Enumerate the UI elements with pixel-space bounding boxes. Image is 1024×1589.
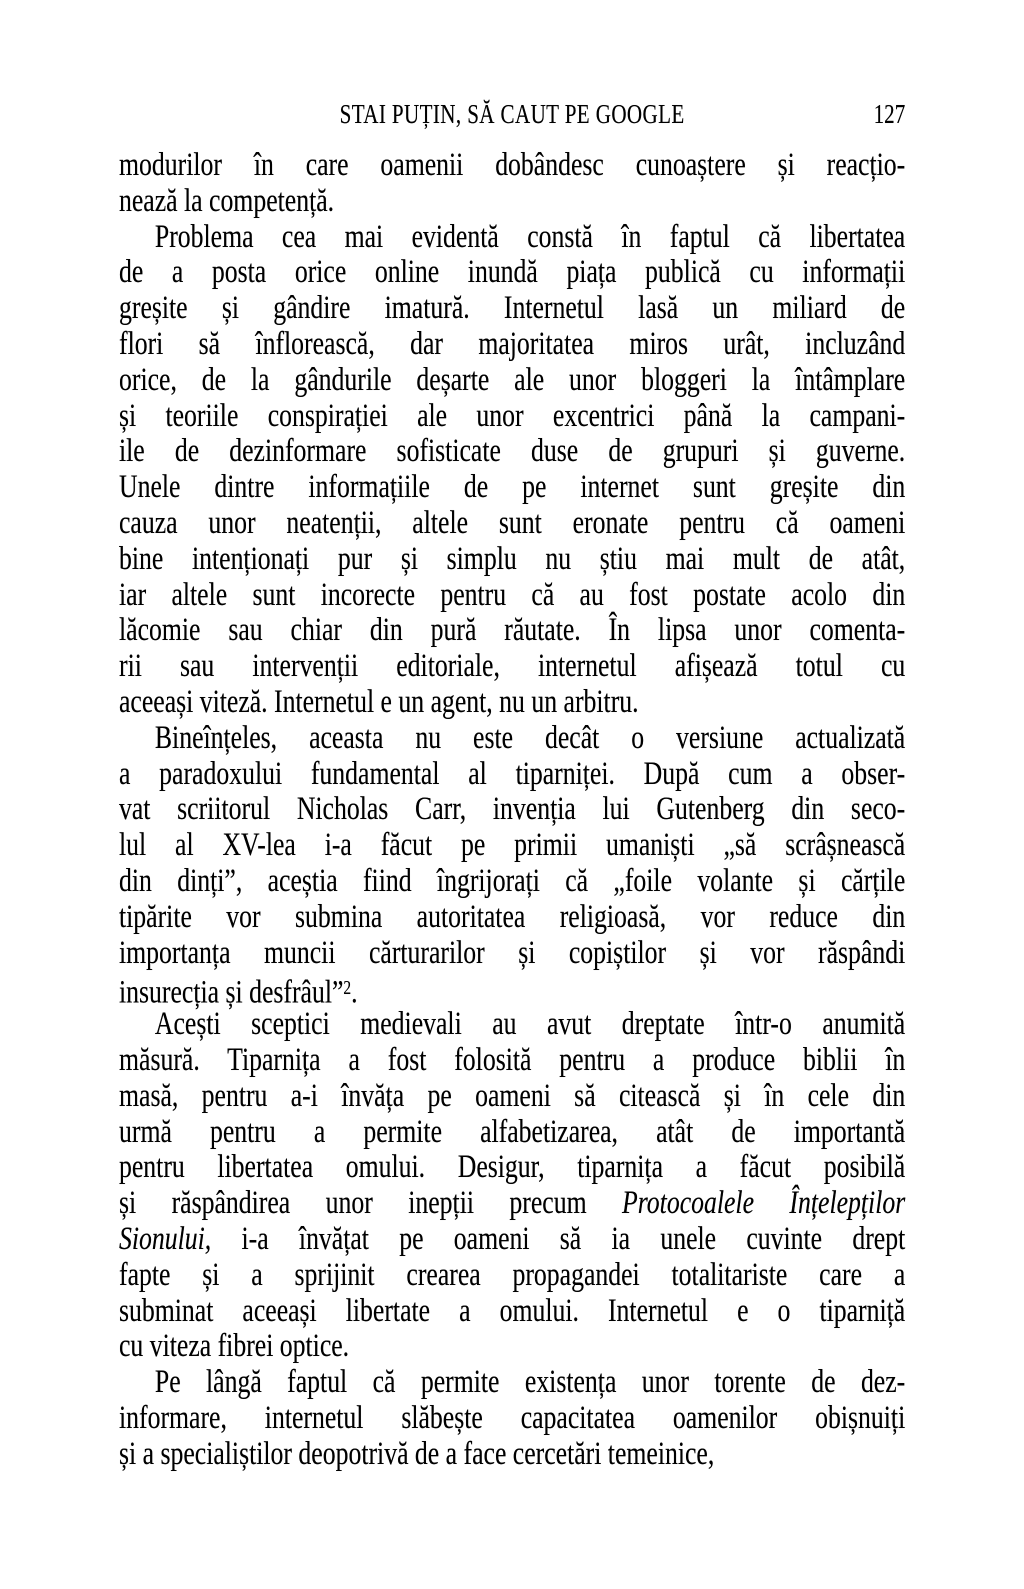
text-segment: lăcomie sau chiar din pură răutate. În lipsa unor comenta- [119,612,906,649]
text-segment: flori să înflorească, dar majoritatea miros urât, incluzând [119,325,906,362]
text-segment: aceeași viteză. Internetul e un agent, nu un arbitru. [119,683,639,720]
text-segment: iar altele sunt incorecte pentru că au fost postate acolo din [119,576,906,613]
text-line [119,1294,905,1330]
text-line [119,1258,905,1294]
text-segment: lul al XV-lea i-a făcut pe primii umaniști „să scrâșnească [119,827,906,864]
text-line [119,828,905,864]
text-segment: ile de dezinformare sofisticate duse de grupuri și guverne. [119,433,906,470]
text-line [119,506,905,542]
text-segment: . [351,974,358,1011]
page-number: 127 [873,99,906,129]
text-segment: urmă pentru a permite alfabetizarea, atât de importantă [119,1113,906,1150]
text-segment: și a specialiștilor deopotrivă de a face cercetări temeinice, [119,1435,715,1472]
text-segment: rii sau intervenții editoriale, internetul afișează totul cu [119,648,906,685]
text-segment: importanța muncii cărturarilor și copiștilor și vor răspândi [119,934,906,971]
text-line [119,220,905,256]
text-segment: subminat aceeași libertate a omului. Internetul e o tiparniță [119,1292,906,1329]
text-line [119,1115,905,1151]
text-segment: fapte și a sprijinit crearea propagandei totalitariste care a [119,1256,906,1293]
text-line [119,148,905,184]
body-text [119,148,905,1472]
text-line [119,1437,905,1473]
text-segment: nează la competență. [119,182,335,219]
text-segment: greșite și gândire imatură. Internetul lasă un miliard de [119,290,906,327]
text-segment: din dinți”, aceștia fiind îngrijorați că „foile volante și cărțile [119,862,906,899]
text-segment: Acești sceptici medievali au avut dreptate într-o anumită [154,1006,906,1043]
text-segment: măsură. Tiparnița a fost folosită pentru a produce biblii în [119,1041,906,1078]
text-line [119,470,905,506]
text-segment: Pe lângă faptul că permite existența unor torente de dez- [154,1364,906,1401]
text-segment: pentru libertatea omului. Desigur, tiparnița a făcut posibilă [119,1149,906,1186]
text-segment: Sionului, [119,1220,212,1257]
text-line [119,685,905,721]
text-segment: modurilor în care oamenii dobândesc cunoaștere și reacțio- [119,147,906,183]
text-line [119,1079,905,1115]
text-line [119,1401,905,1437]
text-line [119,1186,905,1222]
text-segment: bine intenționați pur și simplu nu știu mai mult de atât, [119,540,906,577]
text-line [119,649,905,685]
text-line [119,327,905,363]
text-line [119,864,905,900]
text-line [119,1365,905,1401]
chapter-title: STAI PUȚIN, SĂ CAUT PE GOOGLE [339,99,685,129]
text-line [119,291,905,327]
text-line [119,721,905,757]
text-segment: cauza unor neatenții, altele sunt eronate pentru că oameni [119,504,906,541]
text-line [119,1329,905,1365]
text-line [119,363,905,399]
text-segment: și teoriile conspirației ale unor excentrici până la campani- [119,397,906,434]
text-segment: vat scriitorul Nicholas Carr, invenția lui Gutenberg din seco- [119,791,906,828]
text-segment: a paradoxului fundamental al tiparniței. După cum a obser- [119,755,906,792]
text-line [119,399,905,435]
text-segment: și răspândirea unor inepții precum [119,1185,623,1222]
text-segment: Unele dintre informațiile de pe internet sunt greșite din [119,469,906,506]
text-line [119,578,905,614]
text-segment: de a posta orice online inundă piața publică cu informații [119,254,906,291]
text-segment: informare, internetul slăbește capacitatea oamenilor obișnuiți [119,1399,906,1436]
text-segment: i-a învățat pe oameni să ia unele cuvinte drept [211,1220,906,1257]
text-line [119,1150,905,1186]
text-line [119,792,905,828]
running-header [119,100,905,128]
text-line [119,757,905,793]
text-segment: orice, de la gândurile deșarte ale unor bloggeri la întâmplare [119,361,906,398]
text-segment: masă, pentru a-i învăța pe oameni să citească și în cele din [119,1077,906,1114]
text-segment: insurecția și desfrâul” [119,974,344,1011]
text-line [119,255,905,291]
text-line [119,542,905,578]
text-line [119,900,905,936]
text-line [119,1222,905,1258]
text-line [119,613,905,649]
text-line [119,936,905,972]
text-segment: Bineînțeles, aceasta nu este decât o versiune actualizată [154,719,906,756]
text-line [119,971,905,1011]
text-segment: Protocoalele Înțelepților [622,1185,906,1222]
footnote-marker: 2 [343,977,352,1000]
text-line [119,184,905,220]
text-segment: tipărite vor submina autoritatea religioasă, vor reduce din [119,898,906,935]
text-line [119,434,905,470]
text-segment: cu viteza fibrei optice. [119,1328,350,1365]
text-line [119,1007,905,1043]
text-segment: Problema cea mai evidentă constă în faptul că libertatea [154,218,906,255]
text-line [119,1043,905,1079]
